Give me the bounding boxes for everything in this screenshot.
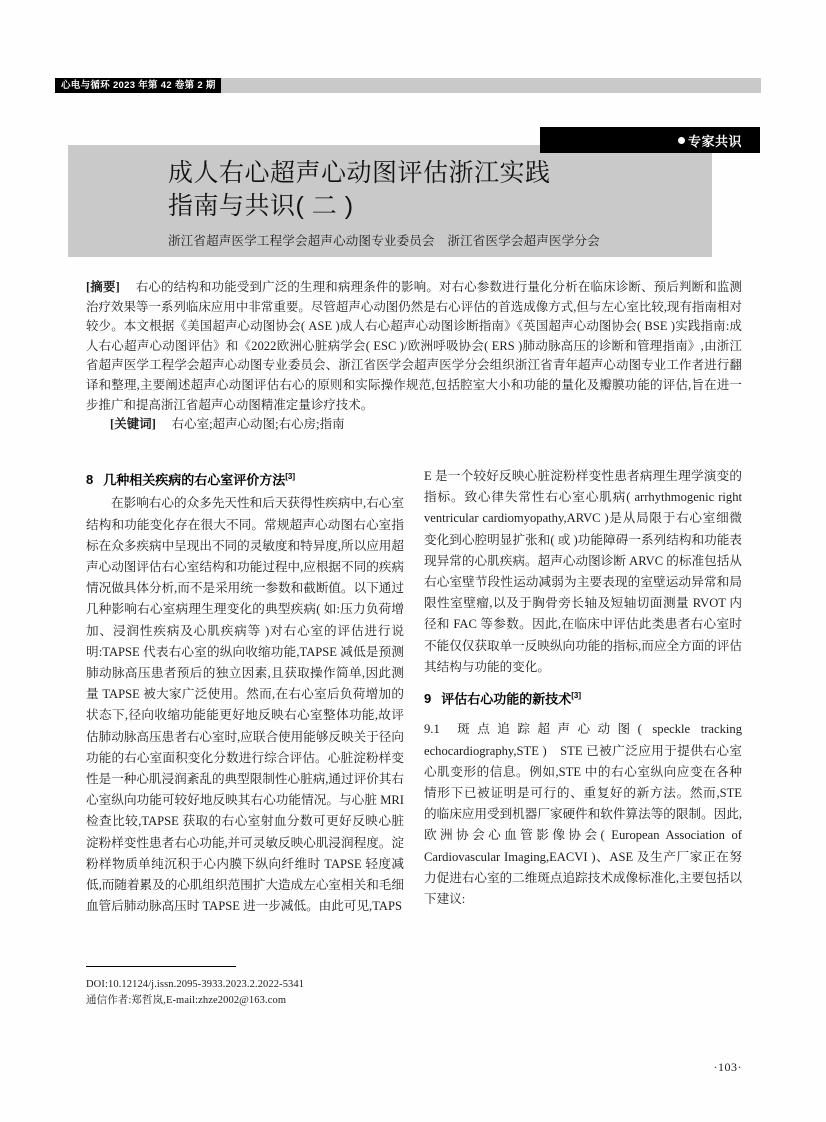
title-block [68,145,712,257]
subsection-9-1-body: STE 已被广泛应用于提供右心室心肌变形的信息。例如,STE 中的右心室纵向应变在各种情形下已被证明是可行的、重复好的新方法。然而,STE 的临床应用受到机器厂家硬件和软件算法等的限制。因此,欧洲协会心血管影像协会( European Association of Cardiovascular Imaging,EACVI )、ASE 及生产厂家正在努力促进右心室的二维斑点追踪技术成像标准化,主要包括以下建议: [424,743,742,906]
section-number-8: 8 [86,472,94,488]
subsection-title-9-1: 斑点追踪超声心动图( speckle tracking echocardiography,STE ) [424,722,742,758]
paragraph-spacer [424,678,742,685]
keywords-value: 右心室;超声心动图;右心房;指南 [171,417,345,432]
keywords-paragraph [86,415,742,435]
running-head-journal-label: 心电与循环 2023 年第 42 卷第 2 期 [55,78,221,93]
abstract-paragraph [86,278,742,415]
doi-line: DOI:10.12124/j.issn.2095-3933.2023.2.2022-5341 [86,979,305,990]
abstract-section [86,278,742,435]
body-column-left [86,466,404,936]
footnote-block [86,966,404,1009]
filled-circle-icon [678,137,685,144]
section-title-8: 几种相关疾病的右心室评价方法 [103,472,286,488]
author-affiliation-line: 浙江省超声医学工程学会超声心动图专业委员会 浙江省医学会超声医学分会 [168,234,600,248]
status-badge-label: 专家共识 [687,133,742,149]
section-number-9: 9 [424,691,432,707]
section-8-paragraph-continued: E 是一个较好反映心脏淀粉样变性患者病理生理学演变的指标。致心律失常性右心室心肌病( arrhythmogenic right ventricular cardiomyopathy,ARVC )是从局限于右心室细微变化到心腔明显扩张和( 或 )功能障碍一系列结构和功能表现异常的心肌疾病。超声心动图诊断 ARVC 的标准包括从右心室壁节段性运动减弱为主要表现的室壁运动异常和局限性室壁瘤,以及于胸骨旁长轴及短轴切面测量 RVOT 内径和 FAC 等参数。因此,在临床中评估此类患者右心室时不能仅仅获取单一反映纵向功能的指标,而应全方面的评估其结构与功能的变化。 [424,469,742,674]
section-heading-9 [424,685,742,710]
section-8-reference-superscript: [3] [285,472,296,481]
running-head-bar [55,78,761,93]
subsection-9-1 [424,719,742,910]
abstract-label: [摘要] [86,280,120,294]
paragraph-spacer-2 [424,712,742,719]
section-title-9: 评估右心功能的新技术 [441,691,572,707]
section-heading-8 [86,466,404,491]
page-title-line-2: 指南与共识( 二 ) [168,192,354,220]
page-title-line-1: 成人右心超声心动图评估浙江实践 [168,159,551,187]
page-title [168,157,688,223]
body-column-right [424,466,742,1036]
section-9-reference-superscript: [3] [571,691,582,701]
status-badge [540,127,760,153]
abstract-body: 右心的结构和功能受到广泛的生理和病理条件的影响。对右心参数进行量化分析在临床诊断、预后判断和监测治疗效果等一系列临床应用中非常重要。尽管超声心动图仍然是右心评估的首选成像方式,但与左心室比较,现有指南相对较少。本文根据《美国超声心动图协会( ASE )成人右心超声心动图诊断指南》《英国超声心动图协会( BSE )实践指南:成人右心超声心动图评估》和《2022欧洲心脏病学会( ESC )/欧洲呼吸协会( ERS )肺动脉高压的诊断和管理指南》,由浙江省超声医学工程学会超声心动图专业委员会、浙江省医学会超声医学分会组织浙江省青年超声心动图专业工作者进行翻译和整理,主要阐述超声心动图评估右心的原则和实际操作规范,包括腔室大小和功能的量化及瓣膜功能的评估,旨在进一步推广和提高浙江省超声心动图精准定量诊疗技术。 [86,280,742,412]
subsection-number-9-1: 9.1 [424,722,440,737]
section-8-paragraph: 在影响右心的众多先天性和后天获得性疾病中,右心室结构和功能变化存在很大不同。常规超声心动图右心室指标在众多疾病中呈现出不同的灵敏度和特异度,所以应用超声心动图评估右心室结构和功能过程中,应根据不同的疾病情况做具体分析,而不是采用统一参数和截断值。以下通过几种影响右心室病理生理变化的典型疾病( 如:压力负荷增加、浸润性疾病及心肌疾病等 )对右心室的评估进行说明:TAPSE 代表右心室的纵向收缩功能,TAPSE 减低是预测肺动脉高压患者预后的独立因素,且获取操作简单,因此测量 TAPSE 被大家广泛使用。然而,在右心室后负荷增加的状态下,径向收缩功能能更好地反映右心室整体功能,故评估肺动脉高压患者右心室时,应联合使用能够反映关于径向功能的右心室面积变化分数进行综合评估。心脏淀粉样变性是一种心肌浸润紊乱的典型限制性心脏病,通过评价其右心室纵向功能可较好地反映其右心功能情况。与心脏 MRI 检查比较,TAPSE 获取的右心室射血分数可更好反映心脏淀粉样变性患者右心功能,并可灵敏反映心肌浸润程度。淀粉样物质单纯沉积于心内膜下纵向纤维时 TAPSE 轻度减低,而随着累及的心肌组织范围扩大造成左心室相关和毛细血管后肺动脉高压时 TAPSE 进一步减低。由此可见,TAPS [86,496,404,914]
page-number: ·103· [713,1060,742,1074]
footnote-divider [86,966,236,967]
corresponding-author-line: 通信作者:郑哲岚,E-mail:zhze2002@163.com [86,995,287,1006]
keywords-label: [关键词] [110,417,156,432]
